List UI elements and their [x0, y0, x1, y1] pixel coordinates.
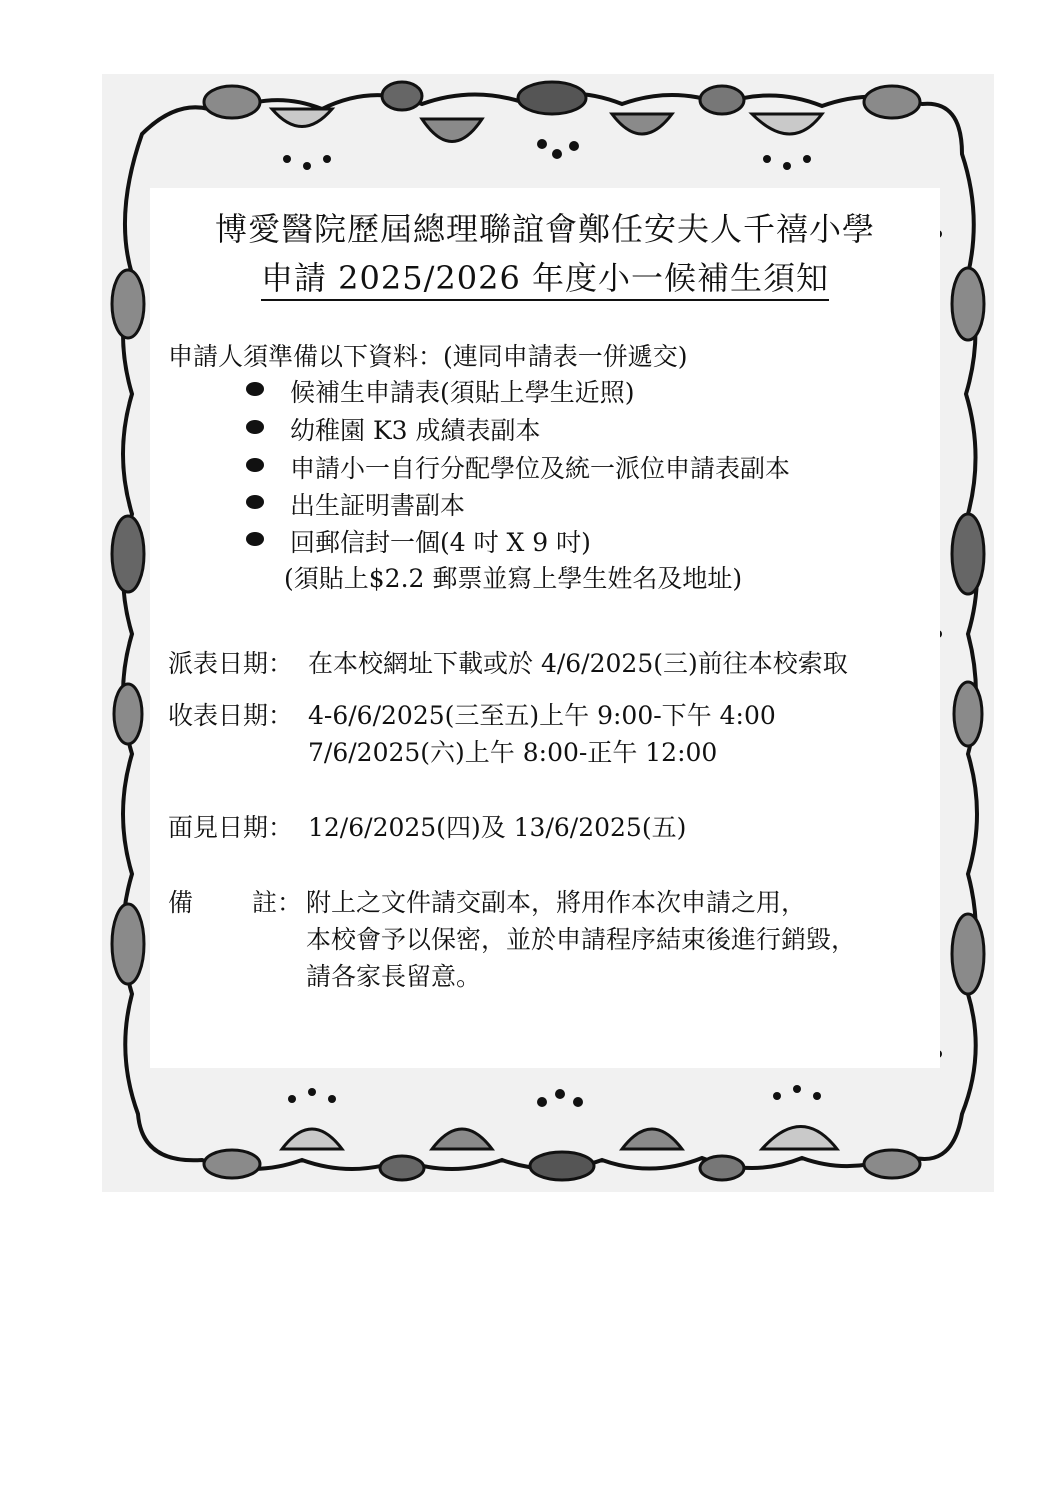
- document-item: 候補生申請表(須貼上學生近照): [290, 378, 635, 407]
- document-item: 幼稚園 K3 成績表副本: [290, 416, 541, 445]
- remarks-line3: 請各家長留意。: [306, 962, 482, 991]
- prepare-heading: 申請人須準備以下資料：(連同申請表一併遞交): [168, 342, 688, 371]
- envelope-note: (須貼上$2.2 郵票並寫上學生姓名及地址): [284, 564, 743, 593]
- bullet-icon: [246, 458, 264, 472]
- bullet-icon: [246, 382, 264, 396]
- collection-date-label: 收表日期：: [168, 701, 294, 730]
- remarks-line2: 本校會予以保密，並於申請程序結束後進行銷毀，: [306, 925, 857, 954]
- bullet-icon: [246, 532, 264, 546]
- collection-date-line1: 4-6/6/2025(三至五)上午 9:00-下午 4:00: [308, 701, 776, 730]
- collection-date-line2: 7/6/2025(六)上午 8:00-正午 12:00: [308, 738, 718, 767]
- document-item: 回郵信封一個(4 吋 X 9 吋): [290, 528, 591, 557]
- bullet-icon: [246, 495, 264, 509]
- distribution-date-label: 派表日期：: [168, 649, 294, 678]
- bullet-icon: [246, 420, 264, 434]
- distribution-date-text: 在本校網址下載或於 4/6/2025(三)前往本校索取: [308, 649, 848, 678]
- remarks-label-second: 註：: [252, 888, 303, 917]
- remarks-label-first: 備: [168, 888, 194, 917]
- school-name: 博愛醫院歷屆總理聯誼會鄭任安夫人千禧小學: [214, 210, 875, 248]
- interview-date-label: 面見日期：: [168, 813, 294, 842]
- remarks-line1: 附上之文件請交副本，將用作本次申請之用，: [306, 888, 807, 917]
- document-item: 申請小一自行分配學位及統一派位申請表副本: [290, 454, 791, 483]
- notice-title: 申請 2025/2026 年度小一候補生須知: [261, 259, 829, 301]
- document-item: 出生証明書副本: [290, 491, 466, 520]
- interview-date-text: 12/6/2025(四)及 13/6/2025(五): [308, 813, 687, 842]
